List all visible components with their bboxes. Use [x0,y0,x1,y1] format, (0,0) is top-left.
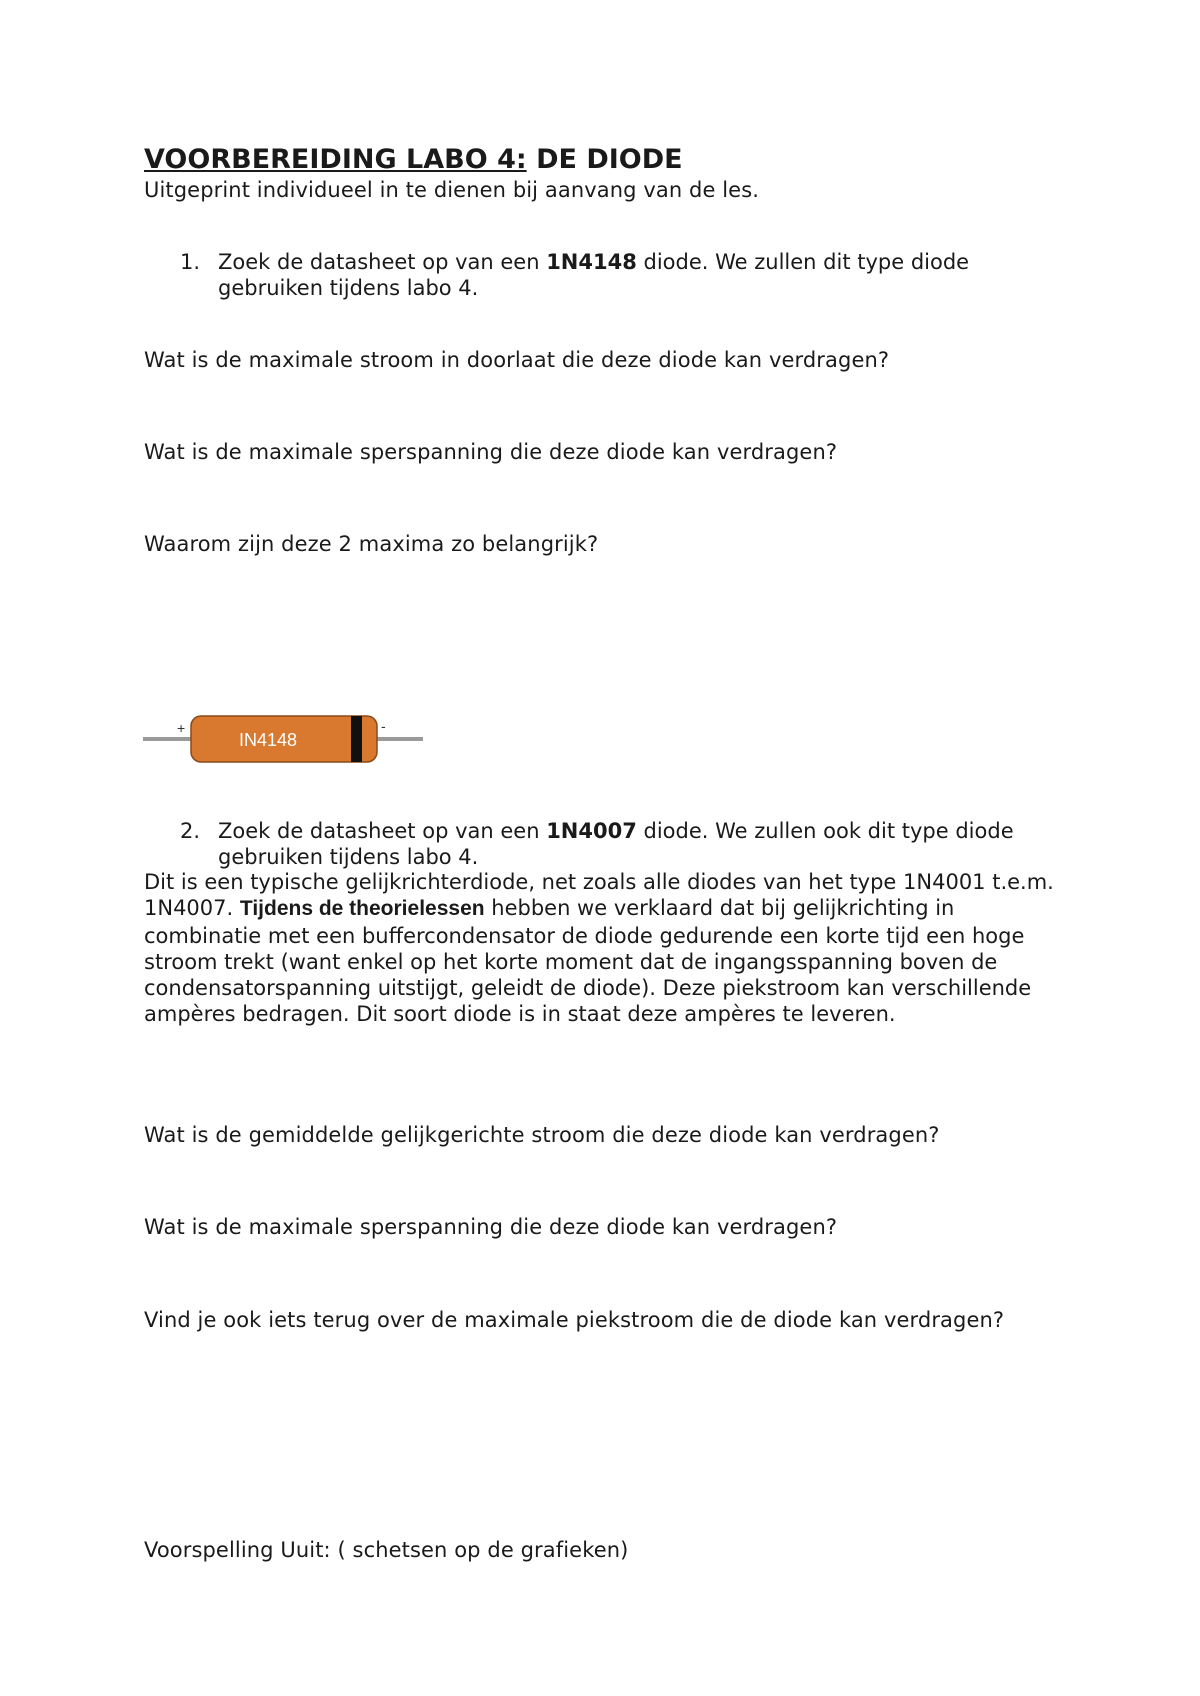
list-text-1-post: diode. We zullen dit type diode gebruiken tijdens labo 4. [218,250,970,300]
diode-cathode-band [351,716,362,762]
list-number-1: 1. [180,250,201,274]
paragraph-bold: Tijdens de theorielessen [239,897,485,921]
part-number-1n4148: 1N4148 [546,250,637,274]
explanation-paragraph [144,869,1074,1028]
document-title [144,143,683,177]
list-text-2 [218,818,1078,870]
diode-label: IN4148 [238,730,298,750]
question-2: Wat is de maximale sperspanning die deze diode kan verdragen? [144,440,838,464]
question-1: Wat is de maximale stroom in doorlaat die deze diode kan verdragen? [144,348,890,372]
paragraph-pre: Dit is een typische gelijkrichterdiode, net zoals alle diodes van het type 1N4001 t.e.m. 1N4007. [144,870,1054,921]
list-text-2-post: diode. We zullen ook dit type diode gebruiken tijdens labo 4. [218,819,1014,869]
list-text-1-pre: Zoek de datasheet op van een [218,250,547,274]
question-6: Vind je ook iets terug over de maximale piekstroom die de diode kan verdragen? [144,1308,1005,1332]
diode-minus-sign: - [381,718,386,734]
part-number-1n4007: 1N4007 [546,819,637,843]
diode-1n4148-illustration [143,709,423,769]
question-7: Voorspelling Uuit: ( schetsen op de grafieken) [144,1538,629,1562]
list-text-2-pre: Zoek de datasheet op van een [218,819,547,843]
title-rest: DE DIODE [536,144,683,175]
list-number-2: 2. [180,819,201,843]
question-5: Wat is de maximale sperspanning die deze diode kan verdragen? [144,1215,838,1239]
subtitle: Uitgeprint individueel in te dienen bij aanvang van de les. [144,178,760,202]
diode-plus-sign: + [177,720,186,736]
title-underlined: VOORBEREIDING LABO 4: [144,144,527,175]
question-3: Waarom zijn deze 2 maxima zo belangrijk? [144,532,599,556]
question-4: Wat is de gemiddelde gelijkgerichte stroom die deze diode kan verdragen? [144,1123,940,1147]
paragraph-post: hebben we verklaard dat bij gelijkrichting in combinatie met een buffercondensator de diode gedurende een korte tijd een hoge stroom trekt (want enkel op het korte moment dat de ingangsspanning boven de condensatorspanning uitstijgt, geleidt de diode). Deze piekstroom kan verschillende ampères bedragen. Dit soort diode is in staat deze ampères te leveren. [144,896,1032,1027]
list-text-1 [218,249,1078,301]
